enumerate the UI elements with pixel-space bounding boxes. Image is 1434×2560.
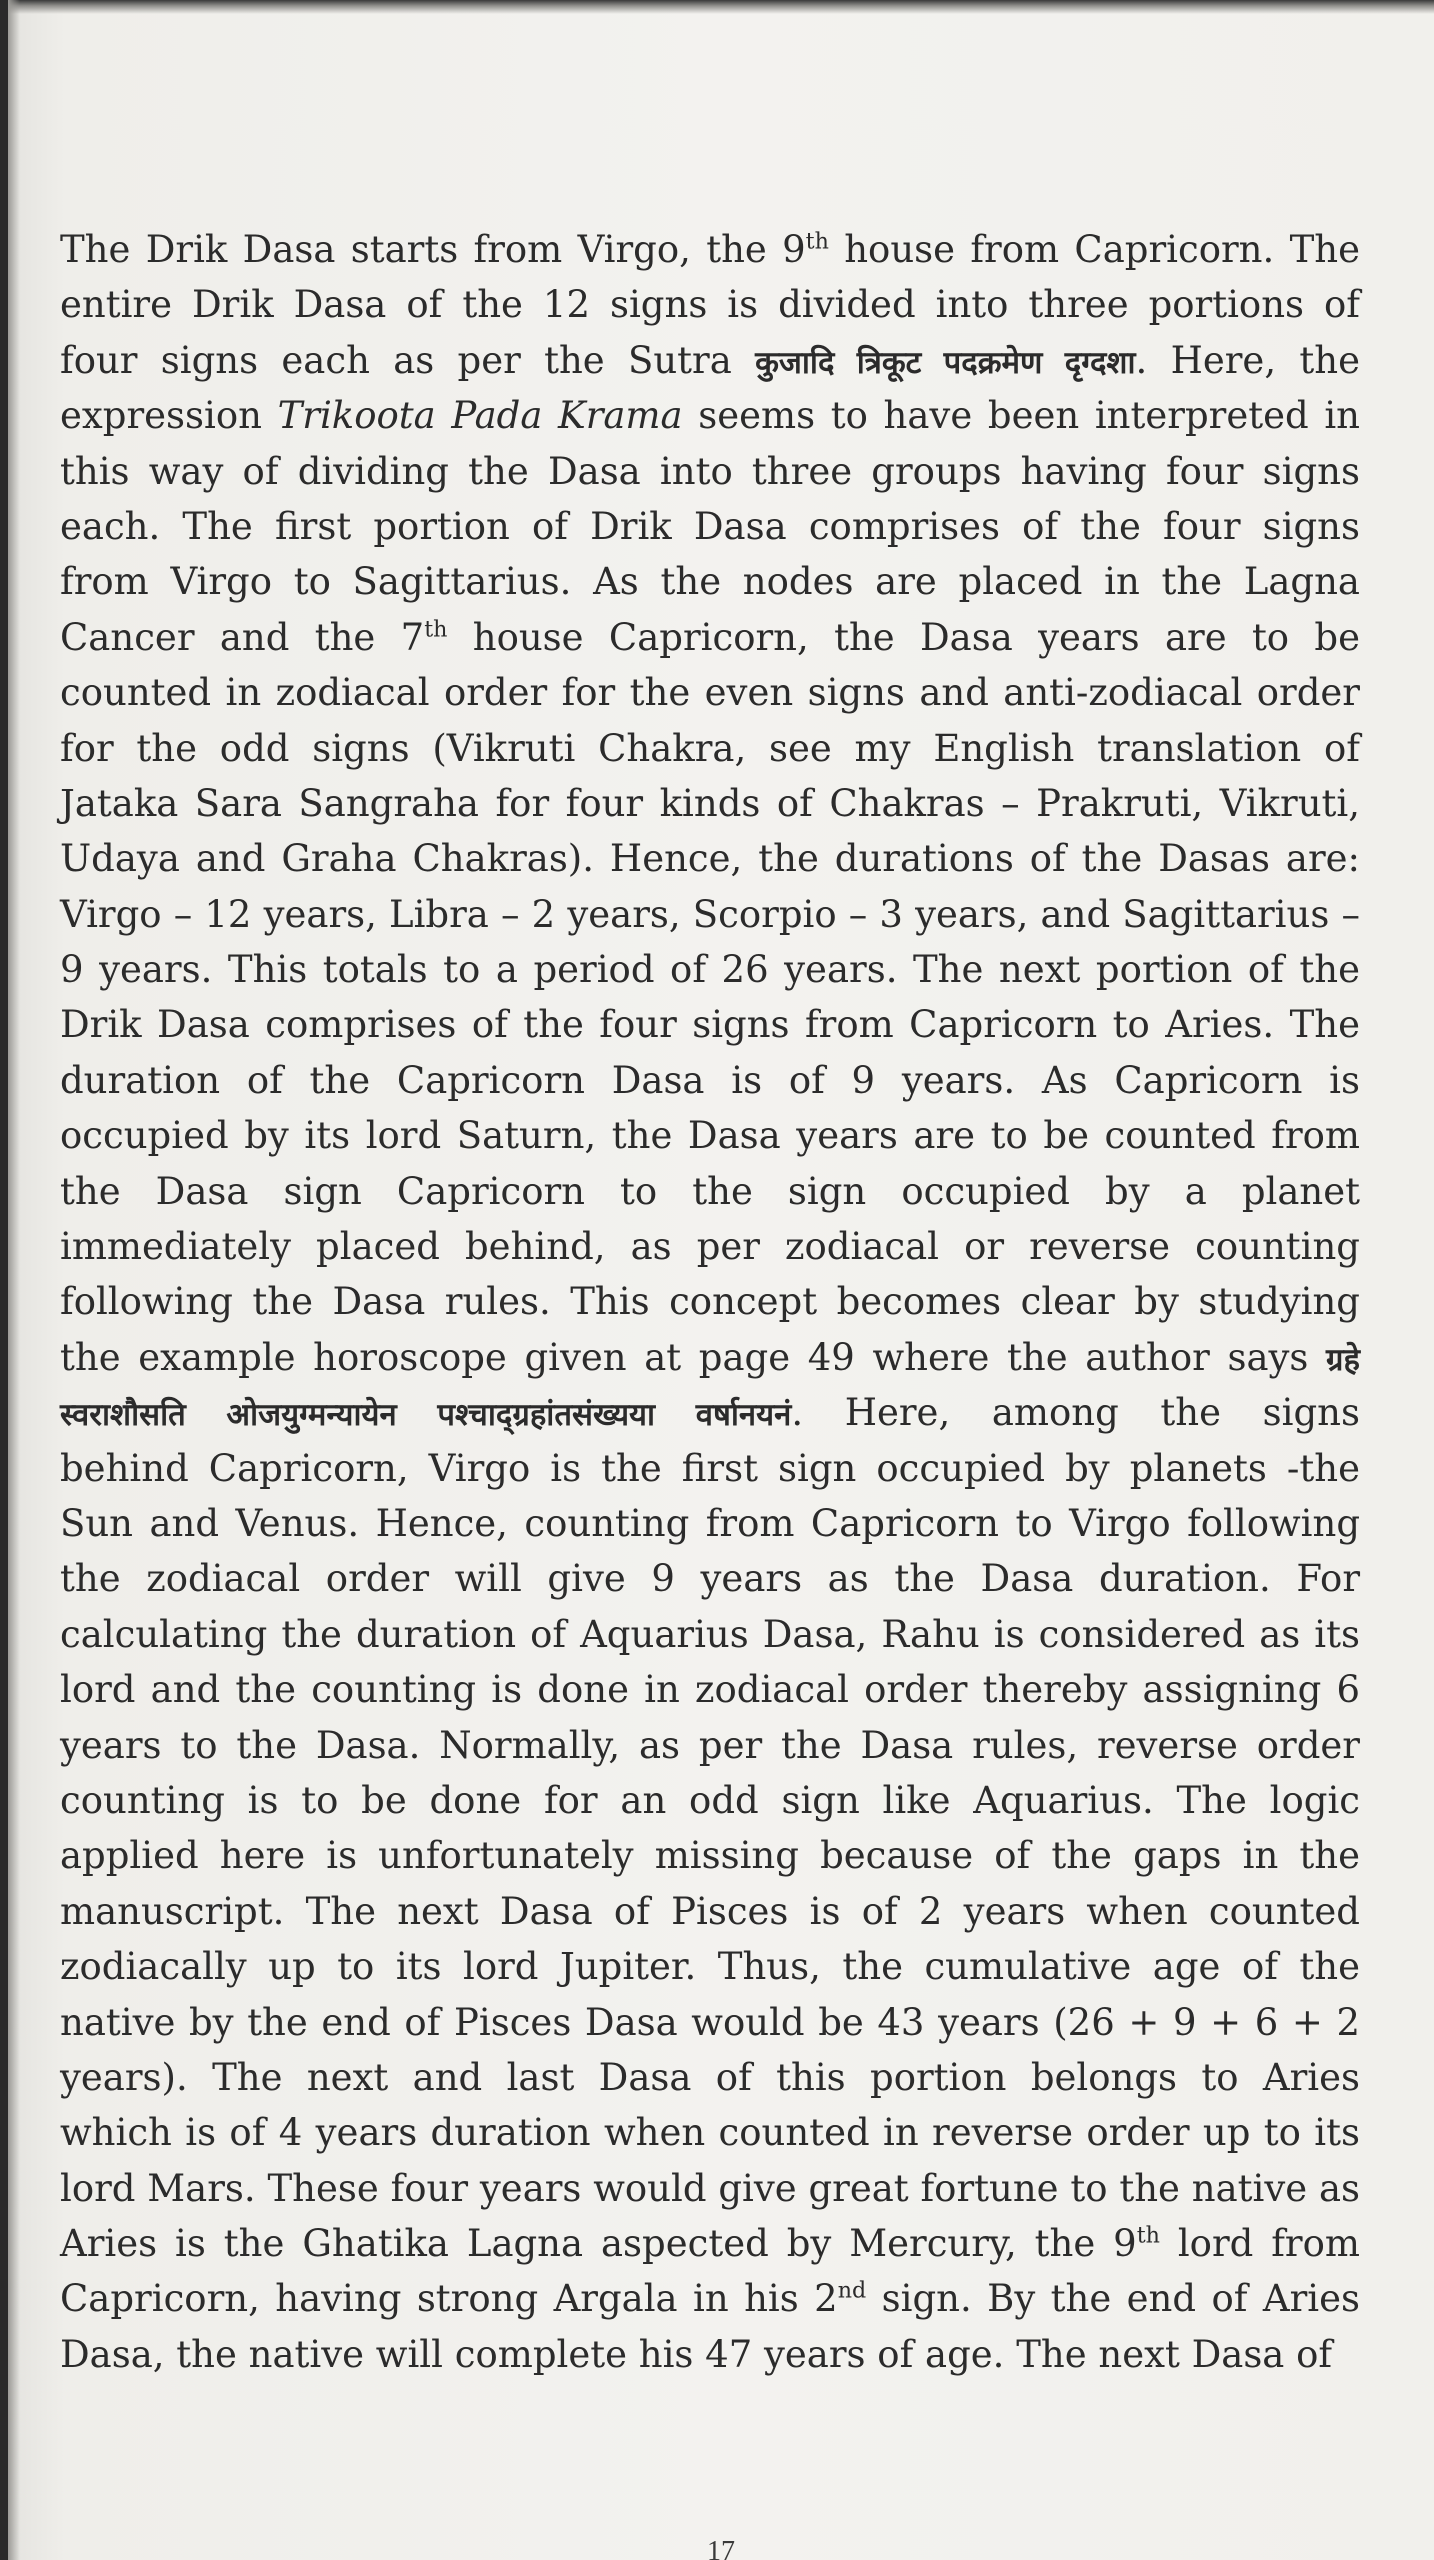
text-line: Capricorn, having strong Argala in his 2nd sign. By the end of Aries	[60, 2277, 1360, 2321]
text-line: Sun and Venus. Hence, counting from Capricorn to Virgo following	[60, 1501, 1360, 1545]
text-line: Virgo – 12 years, Libra – 2 years, Scorpio – 3 years, and Sagittarius –	[60, 892, 1360, 936]
text-line: this way of dividing the Dasa into three groups having four signs	[60, 449, 1360, 493]
text-line: each. The first portion of Drik Dasa comprises of the four signs	[60, 504, 1360, 548]
text-line: manuscript. The next Dasa of Pisces is of 2 years when counted	[60, 1889, 1360, 1933]
text-line: four signs each as per the Sutra कुजादि त्रिकूट पदक्रमेण दृग्दशा. Here, the	[60, 338, 1360, 382]
text-line: Drik Dasa comprises of the four signs from Capricorn to Aries. The	[60, 1003, 1360, 1047]
text-line: native by the end of Pisces Dasa would be 43 years (26 + 9 + 6 + 2	[60, 2000, 1360, 2044]
binding-edge	[8, 0, 20, 2560]
page-number: 17	[707, 2536, 735, 2560]
text-line: expression Trikoota Pada Krama seems to have been interpreted in	[60, 394, 1360, 438]
text-line: years to the Dasa. Normally, as per the Dasa rules, reverse order	[60, 1723, 1360, 1767]
text-line: the zodiacal order will give 9 years as the Dasa duration. For	[60, 1557, 1360, 1601]
text-line: The Drik Dasa starts from Virgo, the 9th house from Capricorn. The	[60, 228, 1360, 271]
text-line: following the Dasa rules. This concept becomes clear by studying	[60, 1280, 1360, 1324]
text-line: lord and the counting is done in zodiacal order thereby assigning 6	[60, 1668, 1360, 1712]
text-line: lord Mars. These four years would give great fortune to the native as	[60, 2166, 1360, 2210]
text-line: Aries is the Ghatika Lagna aspected by Mercury, the 9th lord from	[60, 2222, 1360, 2266]
text-line: Dasa, the native will complete his 47 years of age. The next Dasa of	[60, 2332, 1333, 2376]
top-shadow	[8, 0, 1434, 14]
text-line: immediately placed behind, as per zodiacal or reverse counting	[60, 1225, 1360, 1269]
text-line: the example horoscope given at page 49 where the author says ग्रहे	[60, 1335, 1360, 1379]
text-line: स्वराशौसति ओजयुग्मन्यायेन पश्चाद्ग्रहांतसंख्यया वर्षानयनं. Here, among the signs	[60, 1391, 1360, 1435]
text-line: calculating the duration of Aquarius Dasa, Rahu is considered as its	[60, 1612, 1360, 1656]
text-line: duration of the Capricorn Dasa is of 9 years. As Capricorn is	[60, 1058, 1360, 1102]
text-line: counting is to be done for an odd sign like Aquarius. The logic	[60, 1778, 1360, 1822]
text-line: which is of 4 years duration when counted in reverse order up to its	[60, 2111, 1360, 2155]
text-line: counted in zodiacal order for the even signs and anti-zodiacal order	[60, 671, 1360, 715]
book-page	[8, 0, 1434, 2560]
text-line: years). The next and last Dasa of this portion belongs to Aries	[60, 2055, 1360, 2099]
text-line: Jataka Sara Sangraha for four kinds of Chakras – Prakruti, Vikruti,	[60, 781, 1360, 825]
text-line: behind Capricorn, Virgo is the first sign occupied by planets -the	[60, 1446, 1360, 1490]
text-line: Cancer and the 7th house Capricorn, the Dasa years are to be	[60, 615, 1360, 659]
text-line: Udaya and Graha Chakras). Hence, the durations of the Dasas are:	[60, 837, 1360, 881]
text-line: applied here is unfortunately missing because of the gaps in the	[60, 1834, 1360, 1878]
text-line: the Dasa sign Capricorn to the sign occupied by a planet	[60, 1169, 1360, 1213]
body-text	[60, 222, 1360, 2382]
text-line: occupied by its lord Saturn, the Dasa years are to be counted from	[60, 1114, 1360, 1158]
text-line: from Virgo to Sagittarius. As the nodes are placed in the Lagna	[60, 560, 1360, 604]
text-line: zodiacally up to its lord Jupiter. Thus, the cumulative age of the	[60, 1945, 1360, 1989]
text-line: for the odd signs (Vikruti Chakra, see my English translation of	[60, 726, 1360, 770]
text-line: 9 years. This totals to a period of 26 years. The next portion of the	[60, 948, 1360, 992]
text-line: entire Drik Dasa of the 12 signs is divided into three portions of	[60, 283, 1360, 327]
